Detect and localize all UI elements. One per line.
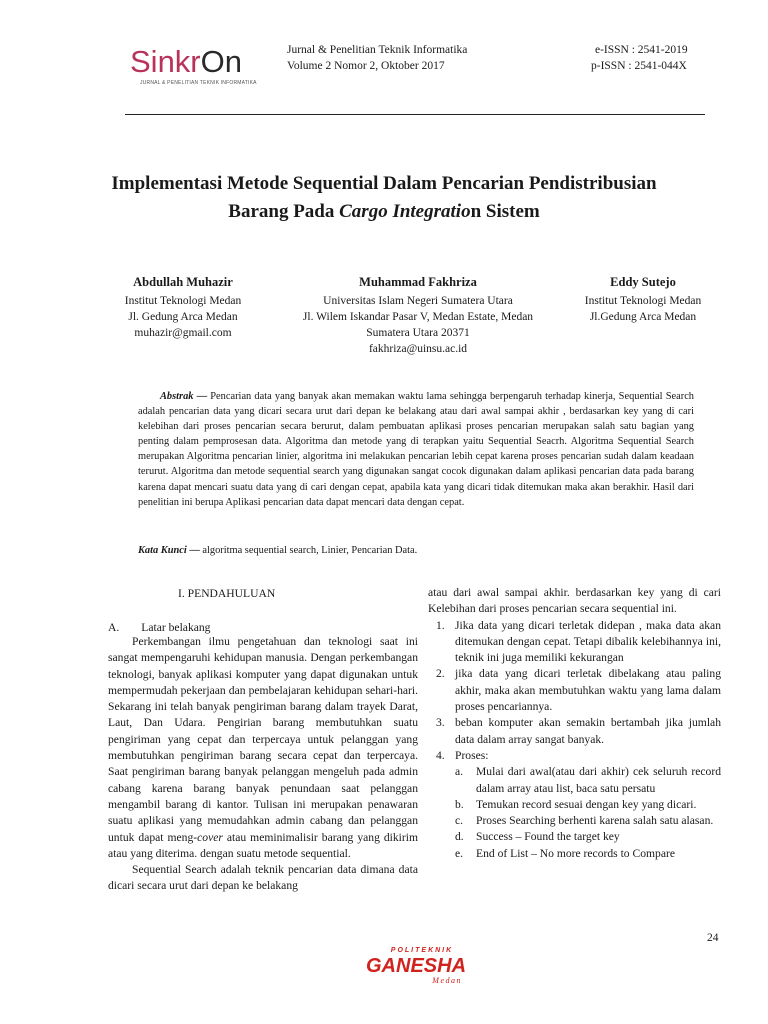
title-line-1: Implementasi Metode Sequential Dalam Pencarian Pendistribusian — [111, 173, 657, 194]
list-item: 1. Jika data yang dicari terletak didepan , maka data akan ditemukan dengan cepat. Tetapi dibalik kelebihannya ini, teknik ini juga memiliki kekurangan — [436, 618, 721, 665]
author-address: Jl.Gedung Arca Medan — [589, 311, 697, 323]
logo-bottom-text: Medan — [432, 976, 462, 985]
logo-tagline: JURNAL & PENELITIAN TEKNIK INFORMATIKA — [140, 80, 257, 86]
keywords-text: algoritma sequential search, Linier, Pencarian Data. — [202, 545, 418, 556]
author-address: Jl. Wilem Iskandar Pasar V, Medan Estate, Medan — [302, 311, 534, 323]
author-address-2: Sumatera Utara 20371 — [366, 327, 470, 339]
journal-volume: Volume 2 Nomor 2, Oktober 2017 — [287, 60, 445, 72]
paper-title — [60, 170, 708, 226]
author-2 — [268, 271, 568, 357]
journal-name: Jurnal & Penelitian Teknik Informatika — [287, 44, 468, 56]
logo-main-text: GANESHA — [366, 955, 467, 977]
paragraph: atau dari awal sampai akhir. berdasarkan key yang di cari Kelebihan dari proses pencarian secara sequential ini. — [428, 586, 721, 616]
paragraph: Perkembangan ilmu pengetahuan dan teknologi saat ini sangat mempengaruhi kehidupan manusia. Dengan perkembangan teknologi, banyak aplikasi komputer yang dapat digunakan untuk mempermudah pekerjaan dan pembelajaran kehidupan sehari-hari. Sekarang ini telah banyak pengiriman barang dalam trayek Darat, Laut, Dan Udara. Pengirian barang membutuhkan suatu pengiriman yang cepat dan terpercaya untuk pelanggan yang membutuhkan pengiriman barang secara cepat dan terpercaya. Saat pengiriman barang banyak pelanggan mengeluh pada admin cabang karena barang banyak penundaan saat pelanggan mengambil barang di kantor. Tulisan ini merupakan penawaran suatu aplikasi yang memudahkan admin cabang dan pelanggan untuk dapat meng-cover atau meminimalisir barang yang dikirim atau yang diterima. dengan suatu metode sequential. — [108, 635, 418, 860]
sub-list — [455, 764, 721, 862]
journal-logo — [130, 44, 242, 80]
author-name: Muhammad Fakhriza — [359, 275, 477, 289]
ganesha-logo — [366, 943, 470, 987]
keywords: Kata Kunci — algoritma sequential search, Linier, Pencarian Data. — [138, 545, 418, 556]
author-email: muhazir@gmail.com — [134, 327, 232, 339]
author-name: Eddy Sutejo — [610, 275, 676, 289]
author-affiliation: Universitas Islam Negeri Sumatera Utara — [323, 295, 513, 307]
author-1 — [88, 271, 278, 341]
list-item: 4. Proses: a. Mulai dari awal(atau dari akhir) cek seluruh record dalam array atau list, baca satu persatu b. Temukan record sesuai dengan key yang dicari. c. Proses Searching berhenti karena salah satu alasan. d. Success – Found the target key e. End of List – No more records to Compare — [428, 748, 721, 862]
sub-list-item: b. Temukan record sesuai dengan key yang dicari. — [455, 797, 697, 811]
title-line-2: Barang Pada Cargo Integration Sistem — [228, 201, 540, 222]
sub-list-item: d. Success – Found the target key — [455, 830, 620, 844]
author-email: fakhriza@uinsu.ac.id — [368, 343, 468, 355]
numbered-list — [428, 618, 721, 862]
abstract: Abstrak — Pencarian data yang banyak akan memakan waktu lama sehingga berpengaruh terhadap kinerja, Sequential Search adalah pencarian data yang dicari secara urut dari depan ke belakang atau dari awal sampai akhir , berdasarkan key yang di cari kelebihan dari proses pencarian secara berurut, dalam pembuatan aplikasi proses pencarian merupakan salah satu bagian yang penting dalam pemprosesan data. Algoritma dan metode yang di terapkan yaitu Sequential Seacrh. Algoritma Sequential Search merupakan Algoritma pencarian linier, algoritma ini melakukan pencarian lebih cepat karena proses pencarian sudah dalam keadaan terurut. Algoritma dan metode sequential search yang digunakan sangat cocok digunakan dalam aplikasi pencarian data pada barang karena dapat mencari suatu data yang di cari dengan cepat, apabila kata yang dicari tidak ditemukan maka akan berakhir. Hasil dari penelitian ini berupa Aplikasi pencarian data dapat mencari data dengan cepat. — [138, 391, 695, 508]
section-heading: I. PENDAHULUAN — [178, 587, 276, 600]
author-name: Abdullah Muhazir — [133, 275, 233, 289]
logo-text-on: On — [200, 44, 242, 79]
list-item: 3. beban komputer akan semakin bertambah jika jumlah data dalam array sangat banyak. — [436, 716, 721, 746]
page-number: 24 — [707, 932, 719, 944]
sub-list-item: a. Mulai dari awal(atau dari akhir) cek seluruh record dalam array atau list, baca satu persatu — [455, 765, 721, 795]
author-affiliation: Institut Teknologi Medan — [584, 295, 702, 307]
author-affiliation: Institut Teknologi Medan — [124, 295, 242, 307]
left-column — [108, 634, 418, 895]
author-3 — [560, 271, 726, 325]
logo-top-text: POLITEKNIK — [390, 947, 454, 954]
abstract-label: Abstrak — [160, 391, 194, 402]
eissn: e-ISSN : 2541-2019 — [595, 44, 688, 56]
right-column — [428, 585, 721, 862]
header-divider — [125, 114, 705, 115]
author-address: Jl. Gedung Arca Medan — [128, 311, 238, 323]
abstract-text: Pencarian data yang banyak akan memakan waktu lama sehingga berpengaruh terhadap kinerja, Sequential Search adalah pencarian data yang dicari secara urut dari depan ke belakang atau dari awal sampai akhir , berdasarkan key yang di cari kelebihan dari proses pencarian secara berurut, dalam pembuatan aplikasi proses pencarian merupakan salah satu bagian yang penting dalam pemprosesan data. Algoritma dan metode yang di terapkan yaitu Sequential Seacrh. Algoritma Sequential Search merupakan Algoritma pencarian linier, algoritma ini melakukan pencarian lebih cepat karena proses pencarian sudah dalam keadaan terurut. Algoritma dan metode sequential search yang digunakan sangat cocok digunakan dalam aplikasi pencarian data pada barang karena dapat mencari suatu data yang di cari dengan cepat, apabila kata yang dicari tidak ditemukan maka akan berakhir. Hasil dari penelitian ini berupa Aplikasi pencarian data dapat mencari data dengan cepat. — [138, 391, 695, 508]
logo-text-sinkr: Sinkr — [130, 44, 201, 79]
keywords-label: Kata Kunci — [138, 545, 187, 556]
pissn: p-ISSN : 2541-044X — [591, 60, 687, 72]
sub-list-item: e. End of List – No more records to Compare — [455, 846, 675, 860]
subsection-heading: A. Latar belakang — [108, 621, 211, 634]
paragraph: Sequential Search adalah teknik pencarian data dimana data dicari secara urut dari depan ke belakang — [108, 863, 418, 893]
list-item: 2. jika data yang dicari terletak dibelakang atau paling akhir, maka akan membutuhkan waktu yang lama dalam proses pencariannya. — [436, 667, 721, 714]
sub-list-item: c. Proses Searching berhenti karena salah satu alasan. — [455, 814, 714, 828]
